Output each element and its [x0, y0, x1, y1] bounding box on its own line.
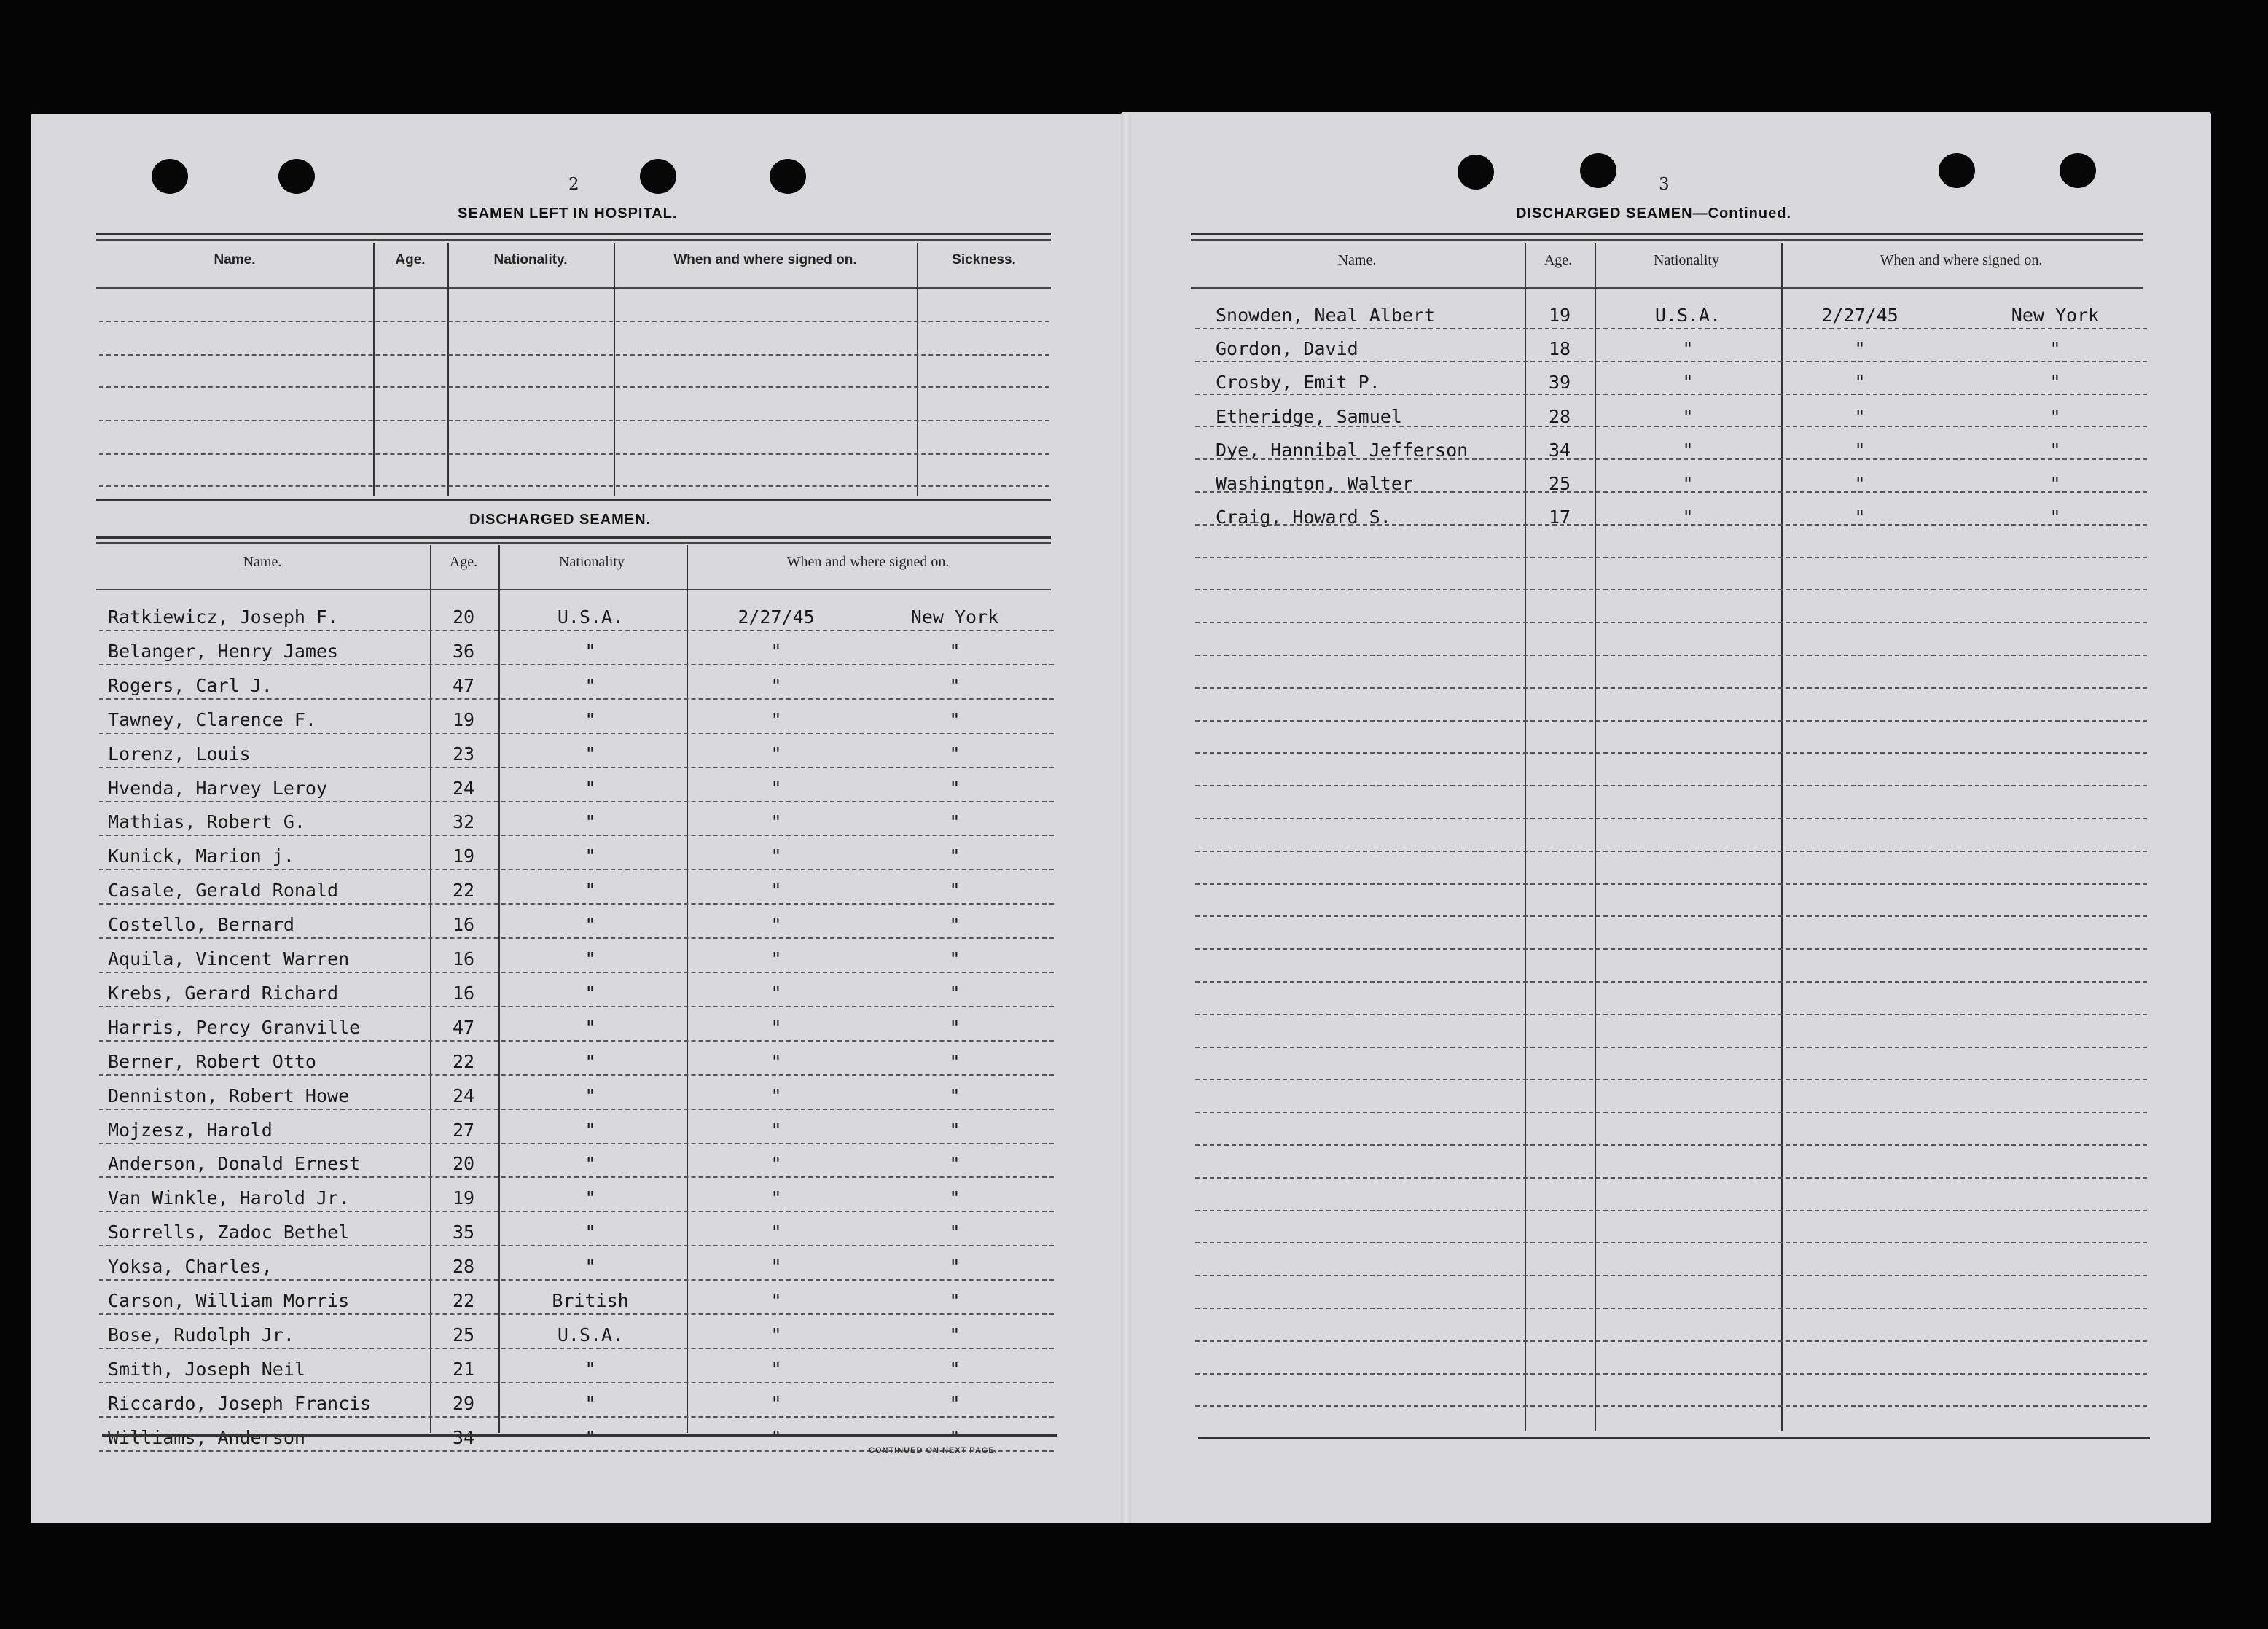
- page-number-right: 3: [1659, 175, 1670, 194]
- hospital-column-divider: [373, 243, 375, 496]
- seaman-signed-date: ": [770, 1256, 782, 1278]
- seaman-signed-place: ": [949, 1085, 961, 1106]
- punch-hole: [1458, 155, 1494, 190]
- discharged-bottom-rule: [102, 1434, 1057, 1437]
- seaman-signed-place: ": [949, 1187, 961, 1209]
- seaman-age: 20: [452, 606, 475, 628]
- seaman-signed-date: ": [1854, 507, 1866, 528]
- seaman-age: 19: [452, 845, 475, 867]
- seaman-name: Smith, Joseph Neil: [108, 1358, 305, 1380]
- punch-hole: [278, 159, 315, 194]
- right-row-line: [1195, 557, 2147, 558]
- seaman-name: Berner, Robert Otto: [108, 1050, 316, 1072]
- punch-hole: [2060, 153, 2096, 188]
- discharged-row-line: [99, 972, 1054, 973]
- seaman-signed-date: ": [770, 1119, 782, 1141]
- discharged-row-line: [99, 903, 1054, 905]
- seaman-name: Dye, Hannibal Jefferson: [1216, 439, 1469, 461]
- seaman-signed-date: 2/27/45: [1821, 305, 1899, 326]
- seaman-signed-place: ": [949, 1290, 961, 1311]
- discharged-row-line: [99, 1074, 1054, 1076]
- seaman-signed-place: New York: [910, 606, 999, 628]
- seaman-name: Mojzesz, Harold: [108, 1119, 273, 1141]
- seaman-name: Washington, Walter: [1216, 473, 1413, 494]
- seaman-signed-place: ": [2049, 338, 2061, 360]
- page-number-left: 2: [568, 175, 579, 194]
- continued-note: CONTINUED ON NEXT PAGE.: [869, 1446, 998, 1455]
- right-row-line: [1195, 948, 2147, 950]
- right-column-divider: [1525, 243, 1526, 1431]
- seaman-nationality: ": [584, 880, 596, 902]
- seaman-signed-place: ": [2049, 372, 2061, 394]
- discharged-row-line: [99, 1176, 1054, 1178]
- seaman-nationality: ": [584, 948, 596, 969]
- right-row-line: [1195, 1275, 2147, 1276]
- discharged-row-line: [99, 767, 1054, 768]
- seaman-signed-date: ": [770, 845, 782, 867]
- seaman-nationality: ": [584, 1016, 596, 1038]
- hospital-row-line: [99, 321, 1049, 322]
- seaman-age: 18: [1548, 338, 1571, 360]
- discharged-top-rule: [96, 536, 1051, 539]
- hospital-header-rule: [96, 287, 1051, 289]
- right-row-line: [1195, 785, 2147, 786]
- seaman-signed-date: 2/27/45: [738, 606, 815, 628]
- seaman-age: 39: [1548, 372, 1571, 394]
- hospital-bottom-rule: [96, 499, 1051, 501]
- seaman-name: Aquila, Vincent Warren: [108, 948, 350, 969]
- seaman-nationality: ": [584, 1153, 596, 1175]
- seaman-nationality: British: [552, 1290, 629, 1311]
- right-row-line: [1195, 622, 2147, 623]
- seaman-name: Gordon, David: [1216, 338, 1358, 360]
- discharged-row-line: [99, 1245, 1054, 1246]
- seaman-age: 36: [452, 640, 475, 662]
- seaman-nationality: ": [1682, 405, 1694, 427]
- seaman-signed-place: ": [2049, 439, 2061, 461]
- right-bottom-rule: [1198, 1437, 2150, 1439]
- seaman-name: Craig, Howard S.: [1216, 507, 1391, 528]
- discharged-continued-title: DISCHARGED SEAMEN—Continued.: [1516, 206, 1791, 222]
- seaman-signed-date: ": [770, 640, 782, 662]
- seaman-age: 32: [452, 811, 475, 833]
- discharged-row-line: [99, 1348, 1054, 1349]
- seaman-signed-date: ": [1854, 372, 1866, 394]
- right-row-line: [1195, 491, 2147, 493]
- seaman-age: 47: [452, 1016, 475, 1038]
- seaman-age: 29: [452, 1392, 475, 1414]
- seaman-signed-place: ": [949, 1392, 961, 1414]
- seaman-name: Mathias, Robert G.: [108, 811, 305, 833]
- hospital-section-title: SEAMEN LEFT IN HOSPITAL.: [458, 206, 678, 222]
- seaman-age: 19: [1548, 305, 1571, 326]
- seaman-nationality: ": [584, 1426, 596, 1448]
- seaman-age: 22: [452, 880, 475, 902]
- seaman-nationality: ": [1682, 473, 1694, 494]
- discharged-column-divider: [498, 545, 500, 1433]
- seaman-age: 27: [452, 1119, 475, 1141]
- seaman-nationality: ": [1682, 338, 1694, 360]
- seaman-name: Casale, Gerald Ronald: [108, 880, 339, 902]
- seaman-signed-place: ": [949, 1016, 961, 1038]
- seaman-signed-place: ": [949, 1426, 961, 1448]
- seaman-signed-place: ": [949, 811, 961, 833]
- discharged-row-line: [99, 1211, 1054, 1212]
- right-header-age: Age.: [1544, 252, 1573, 268]
- right-row-line: [1195, 687, 2147, 689]
- seaman-signed-place: ": [2049, 507, 2061, 528]
- seaman-nationality: ": [584, 1222, 596, 1243]
- discharged-row-line: [99, 664, 1054, 665]
- seaman-signed-place: ": [949, 1119, 961, 1141]
- seaman-age: 34: [1548, 439, 1571, 461]
- right-row-line: [1195, 1144, 2147, 1146]
- seaman-name: Lorenz, Louis: [108, 743, 251, 765]
- right-header-rule: [1191, 287, 2143, 289]
- seaman-nationality: ": [584, 1358, 596, 1380]
- right-row-line: [1195, 328, 2147, 329]
- seaman-age: 17: [1548, 507, 1571, 528]
- seaman-signed-place: ": [949, 743, 961, 765]
- seaman-nationality: ": [584, 1187, 596, 1209]
- seaman-signed-place: ": [949, 982, 961, 1004]
- seaman-nationality: ": [584, 708, 596, 730]
- seaman-signed-place: ": [949, 708, 961, 730]
- seaman-nationality: ": [584, 1256, 596, 1278]
- seaman-signed-place: ": [949, 640, 961, 662]
- seaman-name: Denniston, Robert Howe: [108, 1085, 350, 1106]
- seaman-signed-date: ": [770, 1085, 782, 1106]
- seaman-name: Riccardo, Joseph Francis: [108, 1392, 372, 1414]
- right-row-line: [1195, 394, 2147, 395]
- seaman-age: 16: [452, 982, 475, 1004]
- right-header-nationality: Nationality: [1654, 252, 1719, 268]
- seaman-age: 25: [1548, 473, 1571, 494]
- seaman-name: Snowden, Neal Albert: [1216, 305, 1436, 326]
- discharged-row-line: [99, 630, 1054, 631]
- seaman-name: Krebs, Gerard Richard: [108, 982, 339, 1004]
- seaman-nationality: ": [584, 640, 596, 662]
- seaman-signed-place: ": [949, 880, 961, 902]
- seaman-age: 34: [452, 1426, 475, 1448]
- hospital-column-divider: [614, 243, 615, 496]
- seaman-nationality: ": [584, 811, 596, 833]
- right-row-line: [1195, 915, 2147, 917]
- seaman-signed-date: ": [770, 1187, 782, 1209]
- seaman-nationality: ": [584, 674, 596, 696]
- discharged-header-signed-on: When and where signed on.: [786, 554, 950, 570]
- discharged-row-line: [99, 869, 1054, 870]
- seaman-signed-date: ": [770, 1050, 782, 1072]
- seaman-nationality: ": [584, 1050, 596, 1072]
- right-row-line: [1195, 851, 2147, 852]
- seaman-signed-date: ": [770, 982, 782, 1004]
- seaman-nationality: ": [584, 743, 596, 765]
- seaman-age: 19: [452, 708, 475, 730]
- seaman-nationality: ": [584, 982, 596, 1004]
- seaman-nationality: U.S.A.: [557, 1324, 624, 1345]
- discharged-row-line: [99, 1279, 1054, 1281]
- discharged-section-title: DISCHARGED SEAMEN.: [469, 512, 652, 528]
- seaman-signed-date: ": [770, 1324, 782, 1345]
- seaman-nationality: ": [584, 777, 596, 799]
- hospital-row-line: [99, 386, 1049, 388]
- discharged-row-line: [99, 835, 1054, 836]
- seaman-nationality: ": [584, 914, 596, 936]
- hospital-row-line: [99, 420, 1049, 421]
- seaman-nationality: ": [584, 1085, 596, 1106]
- discharged-row-line: [99, 1143, 1054, 1144]
- right-row-line: [1195, 981, 2147, 983]
- page-fold: [1121, 114, 1131, 1523]
- discharged-row-line: [99, 937, 1054, 939]
- discharged-row-line: [99, 1040, 1054, 1042]
- hospital-row-line: [99, 485, 1049, 487]
- right-row-line: [1195, 361, 2147, 362]
- hospital-header-nationality: Nationality.: [493, 252, 568, 267]
- right-row-line: [1195, 1047, 2147, 1048]
- seaman-name: Costello, Bernard: [108, 914, 294, 936]
- hospital-top-rule-2: [96, 239, 1051, 241]
- seaman-name: Anderson, Donald Ernest: [108, 1153, 361, 1175]
- hospital-header-age: Age.: [395, 252, 426, 267]
- discharged-row-line: [99, 1109, 1054, 1110]
- seaman-name: Etheridge, Samuel: [1216, 405, 1402, 427]
- seaman-signed-place: ": [2049, 473, 2061, 494]
- seaman-name: Rogers, Carl J.: [108, 674, 273, 696]
- discharged-column-divider: [430, 545, 431, 1433]
- hospital-header-name: Name.: [214, 252, 256, 267]
- seaman-nationality: ": [1682, 507, 1694, 528]
- seaman-signed-date: ": [1854, 405, 1866, 427]
- right-row-line: [1195, 524, 2147, 526]
- right-row-line: [1195, 1340, 2147, 1342]
- discharged-header-name: Name.: [243, 554, 282, 570]
- discharged-header-nationality: Nationality: [559, 554, 625, 570]
- seaman-nationality: ": [584, 1119, 596, 1141]
- seaman-nationality: ": [584, 845, 596, 867]
- seaman-nationality: ": [1682, 439, 1694, 461]
- right-row-line: [1195, 1112, 2147, 1113]
- seaman-age: 22: [452, 1290, 475, 1311]
- punch-hole: [640, 159, 676, 194]
- right-row-line: [1195, 1079, 2147, 1080]
- hospital-header-sickness: Sickness.: [952, 252, 1016, 267]
- right-row-line: [1195, 589, 2147, 590]
- hospital-row-line: [99, 453, 1049, 455]
- right-row-line: [1195, 1373, 2147, 1375]
- punch-hole: [1939, 153, 1975, 188]
- right-row-line: [1195, 752, 2147, 754]
- seaman-signed-date: ": [770, 674, 782, 696]
- seaman-name: Carson, William Morris: [108, 1290, 350, 1311]
- seaman-age: 24: [452, 777, 475, 799]
- seaman-name: Ratkiewicz, Joseph F.: [108, 606, 339, 628]
- seaman-name: Bose, Rudolph Jr.: [108, 1324, 294, 1345]
- seaman-nationality: ": [1682, 372, 1694, 394]
- seaman-signed-date: ": [770, 948, 782, 969]
- right-row-line: [1195, 1014, 2147, 1015]
- seaman-name: Van Winkle, Harold Jr.: [108, 1187, 350, 1209]
- seaman-name: Sorrells, Zadoc Bethel: [108, 1222, 350, 1243]
- seaman-age: 25: [452, 1324, 475, 1345]
- punch-hole: [770, 159, 806, 194]
- seaman-signed-place: New York: [2011, 305, 2100, 326]
- right-row-line: [1195, 1405, 2147, 1407]
- seaman-signed-date: ": [770, 743, 782, 765]
- right-header-name: Name.: [1337, 252, 1377, 268]
- seaman-signed-date: ": [770, 914, 782, 936]
- seaman-signed-date: ": [770, 1392, 782, 1414]
- right-column-divider: [1595, 243, 1596, 1431]
- right-header-signed-on: When and where signed on.: [1880, 252, 2043, 268]
- right-row-line: [1195, 1177, 2147, 1179]
- seaman-signed-date: ": [770, 1153, 782, 1175]
- seaman-name: Kunick, Marion j.: [108, 845, 294, 867]
- seaman-signed-place: ": [949, 1153, 961, 1175]
- discharged-row-line: [99, 1313, 1054, 1315]
- right-row-line: [1195, 655, 2147, 656]
- discharged-row-line: [99, 1382, 1054, 1383]
- seaman-nationality: U.S.A.: [557, 606, 624, 628]
- seaman-age: 47: [452, 674, 475, 696]
- right-row-line: [1195, 818, 2147, 819]
- punch-hole: [152, 159, 188, 194]
- discharged-row-line: [99, 733, 1054, 734]
- seaman-signed-date: ": [1854, 439, 1866, 461]
- seaman-age: 35: [452, 1222, 475, 1243]
- right-row-line: [1195, 458, 2147, 460]
- right-column-divider: [1781, 243, 1783, 1431]
- seaman-signed-date: ": [770, 1358, 782, 1380]
- right-top-rule: [1191, 233, 2143, 235]
- seaman-signed-place: ": [949, 674, 961, 696]
- seaman-name: Tawney, Clarence F.: [108, 708, 316, 730]
- seaman-age: 23: [452, 743, 475, 765]
- hospital-row-line: [99, 354, 1049, 356]
- seaman-age: 21: [452, 1358, 475, 1380]
- hospital-column-divider: [917, 243, 918, 496]
- seaman-name: Harris, Percy Granville: [108, 1016, 361, 1038]
- discharged-row-line: [99, 698, 1054, 700]
- seaman-name: Yoksa, Charles,: [108, 1256, 273, 1278]
- seaman-name: Williams, Anderson: [108, 1426, 305, 1448]
- seaman-age: 28: [1548, 405, 1571, 427]
- right-row-line: [1195, 1210, 2147, 1211]
- discharged-row-line: [99, 801, 1054, 802]
- seaman-signed-place: ": [949, 1324, 961, 1345]
- seaman-nationality: ": [584, 1392, 596, 1414]
- seaman-signed-place: ": [949, 1358, 961, 1380]
- seaman-signed-date: ": [1854, 473, 1866, 494]
- seaman-signed-date: ": [770, 777, 782, 799]
- seaman-signed-date: ": [770, 880, 782, 902]
- seaman-name: Crosby, Emit P.: [1216, 372, 1380, 394]
- seaman-signed-place: ": [2049, 405, 2061, 427]
- seaman-signed-date: ": [770, 1426, 782, 1448]
- hospital-column-divider: [447, 243, 449, 496]
- right-row-line: [1195, 1308, 2147, 1309]
- right-row-line: [1195, 720, 2147, 722]
- seaman-age: 19: [452, 1187, 475, 1209]
- seaman-signed-date: ": [770, 1016, 782, 1038]
- seaman-name: Hvenda, Harvey Leroy: [108, 777, 328, 799]
- hospital-header-signed-on: When and where signed on.: [673, 252, 857, 267]
- discharged-row-line: [99, 1006, 1054, 1007]
- seaman-age: 16: [452, 914, 475, 936]
- seaman-age: 24: [452, 1085, 475, 1106]
- discharged-header-rule: [96, 589, 1051, 590]
- seaman-signed-place: ": [949, 1050, 961, 1072]
- right-row-line: [1195, 426, 2147, 427]
- seaman-signed-place: ": [949, 845, 961, 867]
- seaman-signed-date: ": [770, 1222, 782, 1243]
- seaman-signed-place: ": [949, 777, 961, 799]
- discharged-row-line: [99, 1416, 1054, 1418]
- seaman-signed-date: ": [770, 1290, 782, 1311]
- right-top-rule-2: [1191, 239, 2143, 241]
- seaman-age: 22: [452, 1050, 475, 1072]
- seaman-age: 16: [452, 948, 475, 969]
- seaman-signed-place: ": [949, 948, 961, 969]
- seaman-signed-date: ": [770, 708, 782, 730]
- discharged-column-divider: [687, 545, 688, 1433]
- punch-hole: [1580, 153, 1616, 188]
- seaman-signed-place: ": [949, 1222, 961, 1243]
- seaman-age: 20: [452, 1153, 475, 1175]
- seaman-signed-place: ": [949, 914, 961, 936]
- seaman-signed-date: ": [770, 811, 782, 833]
- seaman-nationality: U.S.A.: [1654, 305, 1721, 326]
- seaman-name: Belanger, Henry James: [108, 640, 339, 662]
- right-row-line: [1195, 1242, 2147, 1243]
- seaman-signed-place: ": [949, 1256, 961, 1278]
- right-row-line: [1195, 883, 2147, 885]
- discharged-header-age: Age.: [449, 554, 478, 570]
- discharged-top-rule-2: [96, 542, 1051, 544]
- seaman-age: 28: [452, 1256, 475, 1278]
- seaman-signed-date: ": [1854, 338, 1866, 360]
- hospital-top-rule: [96, 233, 1051, 235]
